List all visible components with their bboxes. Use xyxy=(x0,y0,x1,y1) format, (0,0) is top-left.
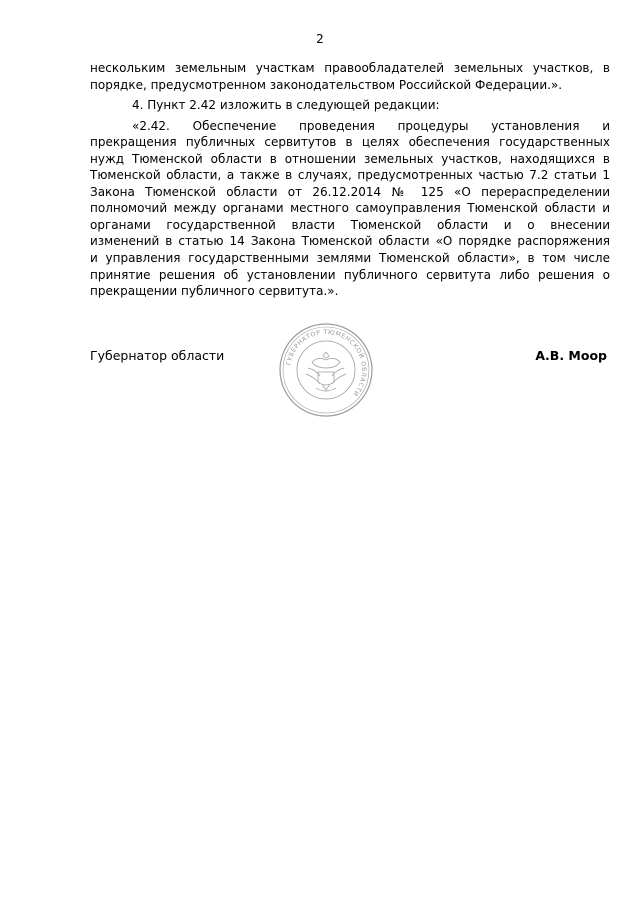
paragraph-3 xyxy=(90,118,610,300)
page-number: 2 xyxy=(316,32,324,46)
paragraph-line: «2.42. Обеспечение проведения процедуры установления и xyxy=(132,118,610,133)
paragraph-line: Тюменской области, а также в случаях, предусмотренных частью 7.2 статьи 1 xyxy=(90,168,610,183)
signatory-title: Губернатор области xyxy=(90,348,225,363)
document-body xyxy=(90,60,610,300)
official-seal-image xyxy=(278,322,374,418)
paragraph-line: нужд Тюменской области в отношении земельных участков, находящихся в xyxy=(90,151,610,166)
paragraph-1 xyxy=(90,60,610,93)
paragraph-line: полномочий между органами местного самоуправления Тюменской области и xyxy=(90,201,610,216)
paragraph-line: прекращении публичного сервитута.». xyxy=(90,284,339,299)
paragraph-line: прекращения публичных сервитутов в целях обеспечения государственных xyxy=(90,135,610,150)
paragraph-line: Закона Тюменской области от 26.12.2014 № 125 «О перераспределении xyxy=(90,184,610,199)
seal-ring-text: ГУБЕРНАТОР ТЮМЕНСКОЙ ОБЛАСТИ xyxy=(285,328,368,398)
paragraph-line: изменений в статью 14 Закона Тюменской области «О порядке распоряжения xyxy=(90,234,610,249)
signatory-name: А.В. Моор xyxy=(535,348,607,363)
paragraph-line: 4. Пункт 2.42 изложить в следующей редакции: xyxy=(132,98,440,113)
paragraph-2 xyxy=(90,97,610,114)
paragraph-line: органами государственной власти Тюменской области и о внесении xyxy=(90,217,610,232)
paragraph-line: и управления государственными землями Тюменской области», в том числе xyxy=(90,251,610,266)
paragraph-line: нескольким земельным участкам правообладателей земельных участков, в xyxy=(90,61,610,75)
paragraph-line: принятие решения об установлении публичного сервитута либо решения о xyxy=(90,267,610,282)
paragraph-line: порядке, предусмотренном законодательством Российской Федерации.». xyxy=(90,77,563,92)
